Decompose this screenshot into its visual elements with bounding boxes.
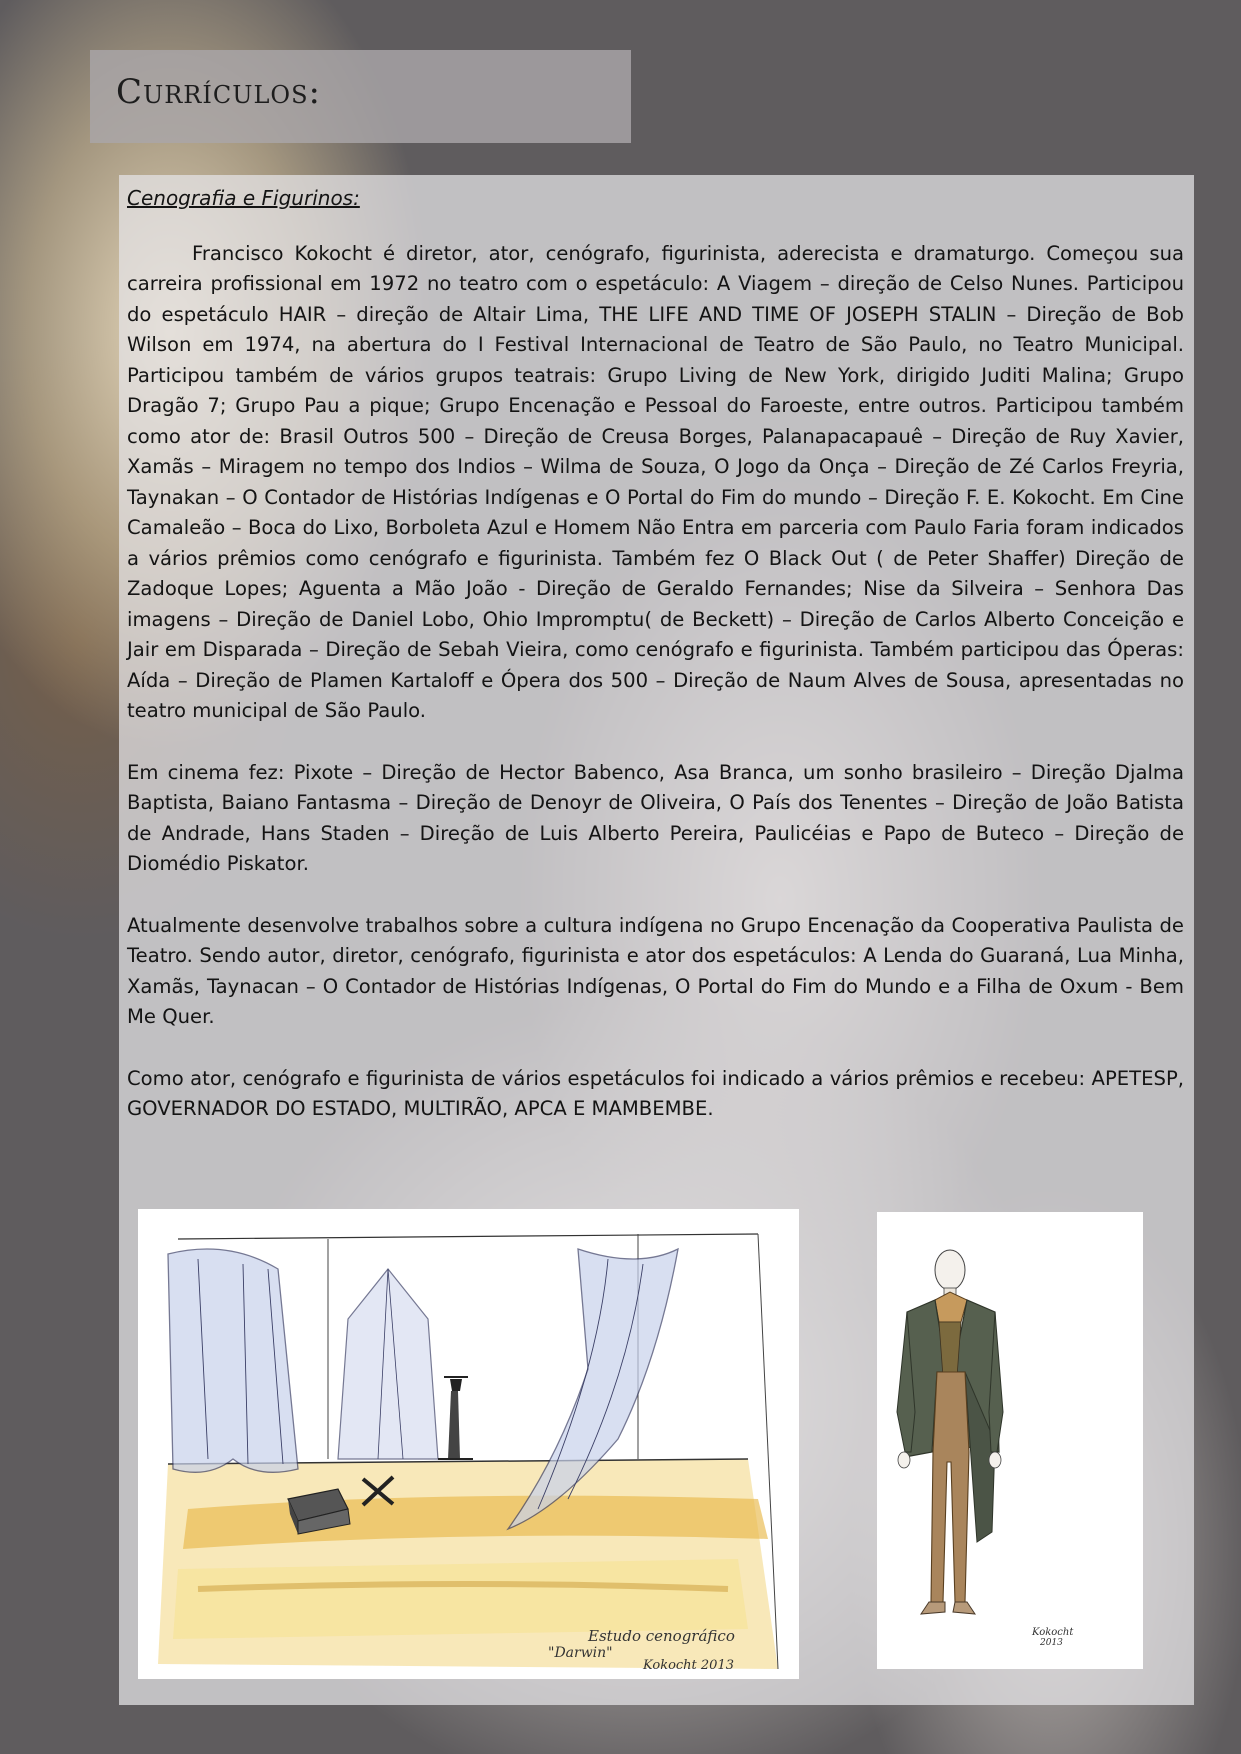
paragraph-cinema: Em cinema fez: Pixote – Direção de Hector Babenco, Asa Branca, um sonho brasileiro – Direção Djalma Baptista, Baiano Fantasma – Direção de Denoyr de Oliveira, O País dos Tenentes – Direção de João Batista de Andrade, Hans Staden – Direção de Luis Alberto Pereira, Paulicéias e Papo de Buteco – Direção de Diomédio Piskator. xyxy=(127,760,1184,875)
paragraph-awards: Como ator, cenógrafo e figurinista de vários espetáculos foi indicado a vários prêmios e recebeu: APETESP, GOVERNADOR DO ESTADO, MULTIRÃO, APCA E MAMBEMBE. xyxy=(127,1066,1184,1120)
page-title: Currículos: xyxy=(116,72,321,112)
content-panel xyxy=(119,175,1194,1705)
paragraph-career: Francisco Kokocht é diretor, ator, cenógrafo, figurinista, aderecista e dramaturgo. Começou sua carreira profissional em 1972 no teatro com o espetáculo: A Viagem – direção de Celso Nunes. Participou do espetáculo HAIR – direção de Altair Lima, THE LIFE AND TIME OF JOSEPH STALIN – Direção de Bob Wilson em 1974, na abertura do I Festival Internacional de Teatro de São Paulo, no Teatro Municipal. Participou também de vários grupos teatrais: Grupo Living de New York, dirigido Juditi Malina; Grupo Dragão 7; Grupo Pau a pique; Grupo Encenação e Pessoal do Faroeste, entre outros. Participou também como ator de: Brasil Outros 500 – Direção de Creusa Borges, Palanapacapauê – Direção de Ruy Xavier, Xamãs – Miragem no tempo dos Indios – Wilma de Souza, O Jogo da Onça – Direção de Zé Carlos Freyria, Taynakan – O Contador de Histórias Indígenas e O Portal do Fim do mundo – Direção F. E. Kokocht. Em Cine Camaleão – Boca do Lixo, Borboleta Azul e Homem Não Entra em parceria com Paulo Faria foram indicados a vários prêmios como cenógrafo e figurinista. Também fez O Black Out ( de Peter Shaffer) Direção de Zadoque Lopes; Aguenta a Mão João - Direção de Geraldo Fernandes; Nise da Silveira – Senhora Das imagens – Direção de Daniel Lobo, Ohio Impromptu( de Beckett) – Direção de Carlos Alberto Conceição e Jair em Disparada – Direção de Sebah Vieira, como cenógrafo e figurinista. Também participou das Óperas: Aída – Direção de Plamen Kartaloff e Ópera dos 500 – Direção de Naum Alves de Sousa, apresentadas no teatro municipal de São Paulo. xyxy=(127,241,1184,722)
scene-sketch-drawing xyxy=(138,1209,799,1679)
scene-sketch-image xyxy=(138,1209,799,1679)
costume-sketch-drawing xyxy=(877,1212,1143,1669)
costume-signature: Kokocht xyxy=(1032,1627,1074,1638)
costume-sketch-image xyxy=(877,1212,1143,1669)
paragraph-current-work: Atualmente desenvolve trabalhos sobre a cultura indígena no Grupo Encenação da Cooperativa Paulista de Teatro. Sendo autor, diretor, cenógrafo, figurinista e ator dos espetáculos: A Lenda do Guaraná, Lua Minha, Xamãs, Taynacan – O Contador de Histórias Indígenas, O Portal do Fim do Mundo e a Filha de Oxum - Bem Me Quer. xyxy=(127,913,1184,1028)
sketch-signature: Kokocht 2013 xyxy=(643,1658,734,1673)
title-banner xyxy=(90,50,631,143)
sketch-caption-line1: Estudo cenográfico xyxy=(588,1627,735,1645)
sketch-caption-line2: "Darwin" xyxy=(548,1645,613,1661)
text-area xyxy=(127,183,1184,1156)
costume-year: 2013 xyxy=(1040,1638,1063,1648)
section-subheading: Cenografia e Figurinos: xyxy=(127,186,360,210)
